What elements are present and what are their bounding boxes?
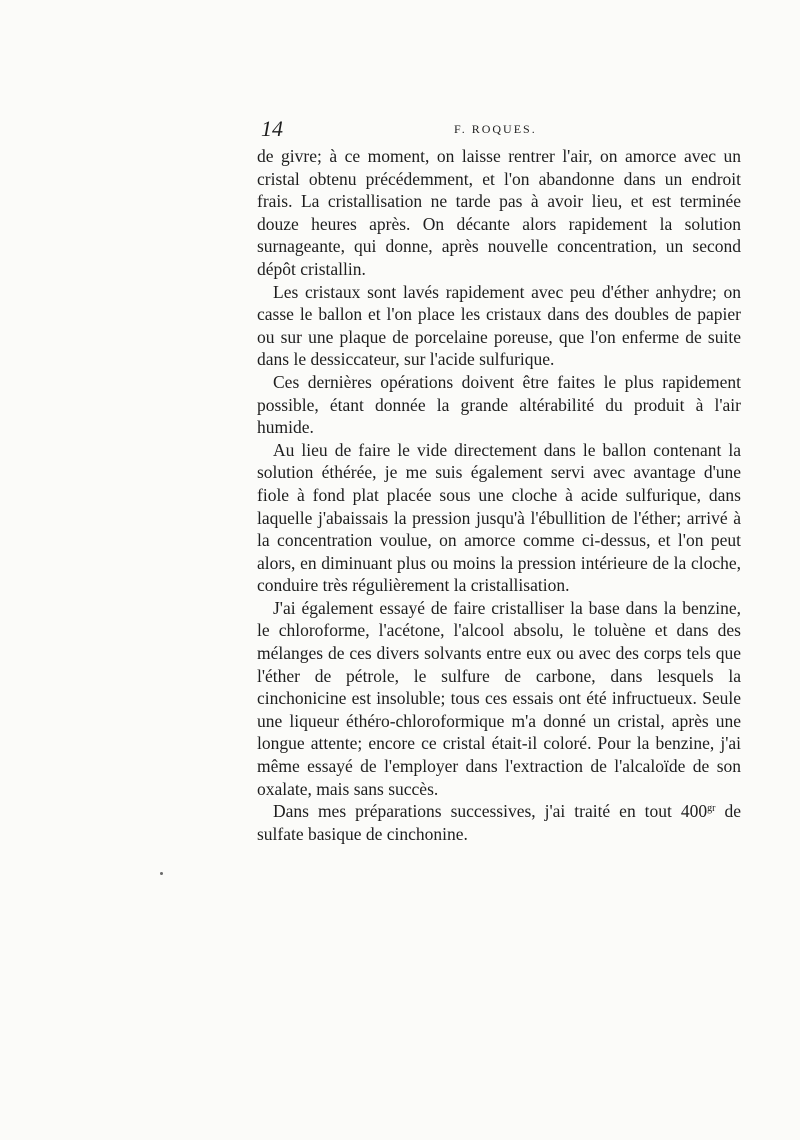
- page-number: 14: [261, 116, 283, 141]
- running-head: [257, 116, 741, 142]
- running-title: F. ROQUES.: [454, 122, 537, 136]
- paragraph: J'ai également essayé de faire cristalliser la base dans la benzine, le chloroforme, l'acétone, l'alcool absolu, le toluène et dans des mélanges de ces divers solvants entre eux ou avec des corps tels que l'éther de pétrole, le sulfure de carbone, dans lesquels la cinchonicine est insoluble; tous ces essais ont été infructueux. Seule une liqueur éthéro-chloroformique m'a donné un cristal, après une longue attente; encore ce cristal était-il coloré. Pour la benzine, j'ai même essayé de l'employer dans l'extraction de l'alcaloïde de son oxalate, mais sans succès.: [257, 597, 741, 799]
- paragraph-last-text-end: de sulfate basique de cinchonine.: [257, 801, 741, 844]
- paragraph: de givre; à ce moment, on laisse rentrer l'air, on amorce avec un cristal obtenu précédemment, et l'on abandonne dans un endroit frais. La cristallisation ne tarde pas à avoir lieu, et est terminée douze heures après. On décante alors rapidement la solution surnageante, qui donne, après nouvelle concentration, un second dépôt cristallin.: [257, 146, 741, 279]
- paragraph-last-text: Dans mes préparations successives, j'ai traité en tout 400: [273, 801, 708, 822]
- paragraph: Ces dernières opérations doivent être faites le plus rapidement possible, étant donnée la grande altérabilité du produit à l'air humide.: [257, 371, 741, 438]
- body-text: [257, 145, 741, 845]
- unit-superscript: gr: [707, 803, 716, 815]
- paragraph: Au lieu de faire le vide directement dans le ballon contenant la solution éthérée, je me suis également servi avec avantage d'une fiole à fond plat placée sous une cloche à acide sulfurique, dans laquelle j'abaissais la pression jusqu'à l'ébullition de l'éther; arrivé à la concentration voulue, on amorce comme ci-dessus, et l'on peut alors, en diminuant plus ou moins la pression intérieure de la cloche, conduire très régulièrement la cristallisation.: [257, 439, 741, 596]
- paragraph: Les cristaux sont lavés rapidement avec peu d'éther anhydre; on casse le ballon et l'on place les cristaux dans des doubles de papier ou sur une plaque de porcelaine poreuse, que l'on enferme de suite dans le dessiccateur, sur l'acide sulfurique.: [257, 281, 741, 370]
- paper-speck: [160, 872, 163, 875]
- paragraph-last: [257, 800, 741, 845]
